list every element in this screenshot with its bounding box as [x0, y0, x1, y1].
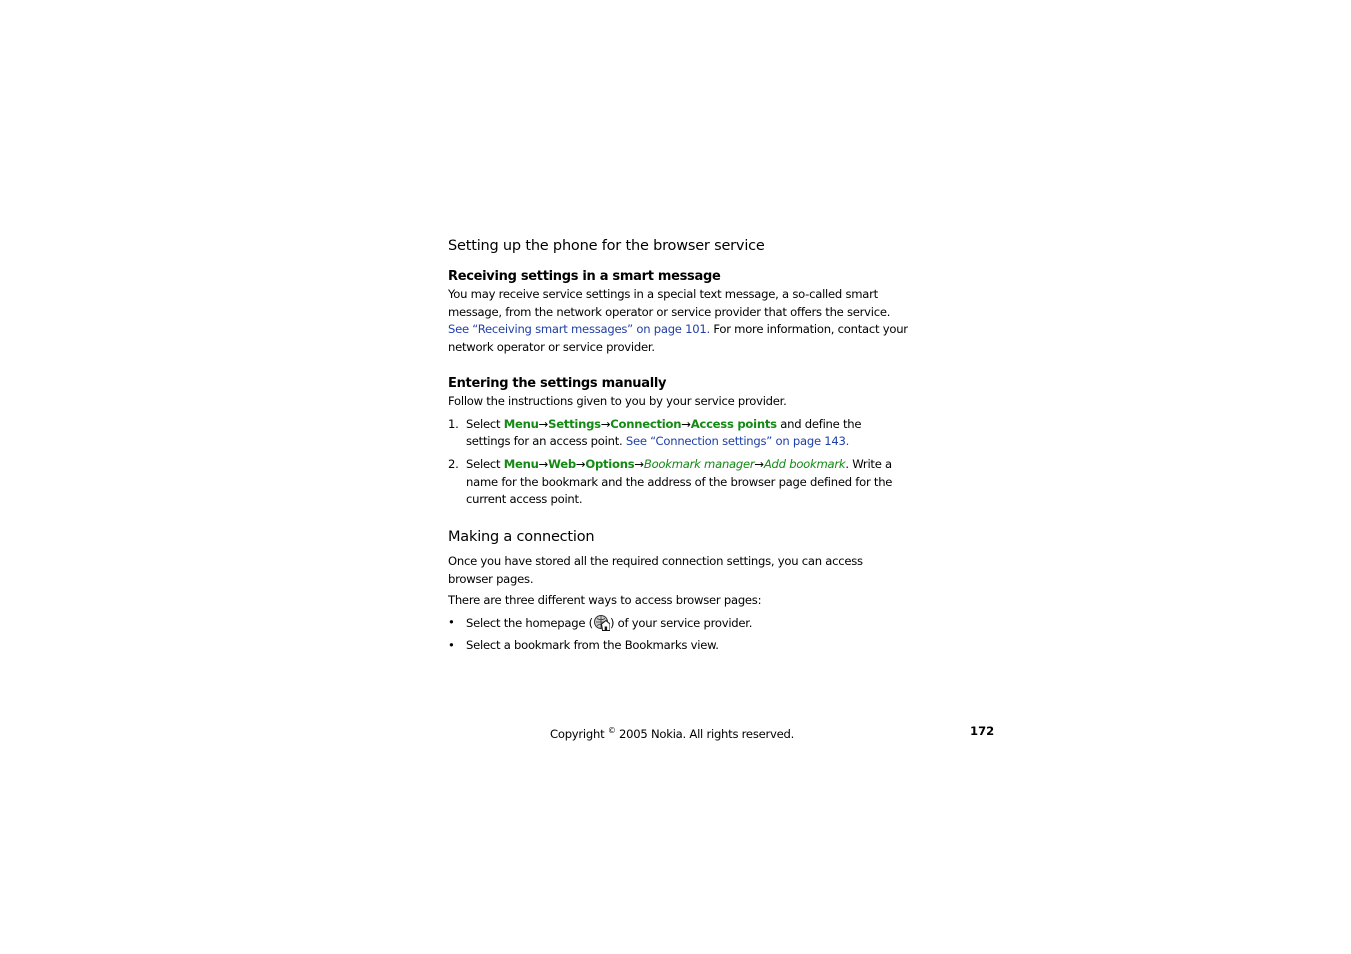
document-page	[448, 236, 908, 660]
arrow-glyph: →	[575, 456, 586, 471]
subsection-title-manual-settings: Entering the settings manually	[448, 375, 667, 391]
subsection-manual-settings	[448, 375, 908, 509]
copyright-before: Copyright	[550, 726, 608, 741]
page-number: 172	[970, 724, 995, 738]
bullet-text-before: Select the homepage (	[466, 616, 593, 631]
home-page-icon	[593, 614, 610, 631]
menu-item-settings: Settings	[548, 416, 601, 431]
step-prefix: Select	[466, 456, 504, 471]
steps-list	[448, 416, 908, 510]
list-item	[448, 614, 908, 633]
step-item	[448, 456, 908, 509]
bullet-dot: •	[448, 638, 455, 653]
step-number: 2.	[448, 456, 459, 471]
text-smart-message-after: For more information, contact your network operator or service provider.	[448, 322, 908, 355]
paragraph-connection-intro: Once you have stored all the required connection settings, you can access browser pages.	[448, 554, 863, 586]
copyright-after: 2005 Nokia. All rights reserved.	[615, 726, 795, 741]
step-text-after: . Write a name for the bookmark and the address of the browser page defined for the current access point.	[466, 456, 893, 507]
menu-item-menu: Menu	[503, 456, 539, 471]
arrow-glyph: →	[681, 416, 691, 431]
text-smart-message-before: You may receive service settings in a special text message, a so-called smart message, from the network operator or service provider that offers the service.	[448, 287, 891, 319]
bullet-text-after: ) of your service provider.	[609, 616, 753, 631]
paragraph-smart-message	[448, 286, 908, 357]
menu-item-connection: Connection	[610, 416, 682, 431]
step-item	[448, 416, 908, 451]
arrow-glyph: →	[600, 416, 611, 431]
step-number: 1.	[448, 416, 459, 431]
section-title-making-connection: Making a connection	[448, 529, 595, 546]
link-receiving-smart-messages[interactable]: See “Receiving smart messages” on page 101.	[448, 322, 710, 337]
step-prefix: Select	[466, 416, 504, 431]
section-title-browser-setup: Setting up the phone for the browser service	[448, 238, 765, 254]
list-item	[448, 637, 908, 655]
menu-item-bookmark-manager: Bookmark manager	[643, 456, 755, 471]
copyright-symbol: ©	[607, 726, 616, 735]
step-text-after: and define the settings for an access point.	[466, 416, 862, 449]
link-connection-settings[interactable]: See “Connection settings” on page 143.	[625, 434, 850, 449]
ways-list	[448, 614, 908, 655]
paragraph-three-ways: There are three different ways to access browser pages:	[448, 593, 762, 608]
menu-item-add-bookmark: Add bookmark	[763, 456, 846, 471]
menu-item-access-points: Access points	[690, 416, 777, 431]
copyright-notice	[550, 722, 794, 743]
subsection-title-smart-message: Receiving settings in a smart message	[448, 269, 721, 284]
bullet-text: Select a bookmark from the Bookmarks view.	[466, 638, 719, 653]
menu-item-menu: Menu	[503, 416, 539, 431]
subsection-smart-message	[448, 268, 908, 357]
menu-item-options: Options	[585, 456, 635, 471]
arrow-glyph: →	[754, 456, 764, 471]
arrow-glyph: →	[634, 456, 644, 471]
arrow-glyph: →	[538, 456, 549, 471]
bullet-dot: •	[448, 615, 455, 630]
paragraph-manual-intro: Follow the instructions given to you by your service provider.	[448, 393, 787, 408]
menu-item-web: Web	[548, 456, 576, 471]
arrow-glyph: →	[538, 416, 549, 431]
